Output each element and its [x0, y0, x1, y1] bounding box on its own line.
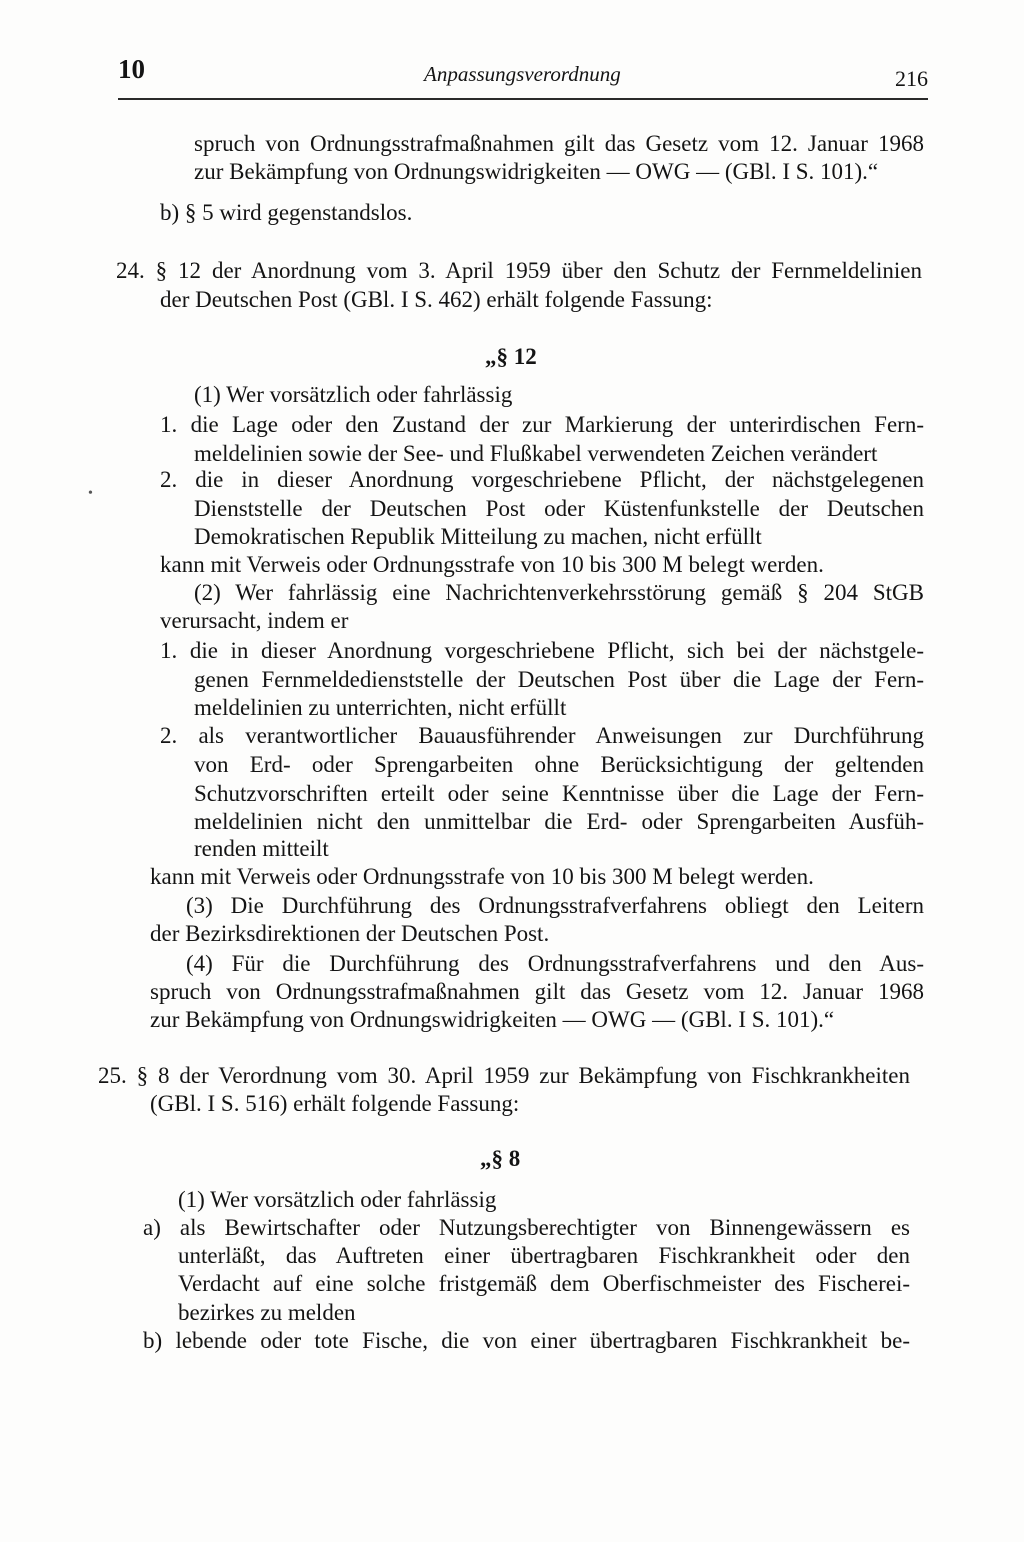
section-heading-12: „§ 12 [485, 344, 537, 369]
paragraph-4: (4) Für die Durchführung des Ordnungsstrafverfahrens und den Aus- [186, 951, 924, 976]
list-item-1: 1. die in dieser Anordnung vorgeschriebene Pflicht, sich bei der nächstgele- [160, 638, 924, 663]
item-24: 24. § 12 der Anordnung vom 3. April 1959 über den Schutz der Fernmeldelinien [116, 258, 922, 283]
list-item-b: b) § 5 wird gegenstandslos. [160, 200, 413, 225]
text-line: kann mit Verweis oder Ordnungsstrafe von 10 bis 300 M belegt werden. [150, 864, 814, 889]
paragraph-1: (1) Wer vorsätzlich oder fahrlässig [178, 1187, 497, 1212]
text-line: zur Bekämpfung von Ordnungswidrigkeiten — OWG — (GBl. I S. 101).“ [194, 159, 879, 184]
scan-mark: • [88, 486, 93, 501]
text-line: (GBl. I S. 516) erhält folgende Fassung: [150, 1091, 520, 1116]
text-line: zur Bekämpfung von Ordnungswidrigkeiten — OWG — (GBl. I S. 101).“ [150, 1007, 835, 1032]
text-line: spruch von Ordnungsstrafmaßnahmen gilt das Gesetz vom 12. Januar 1968 [194, 131, 924, 156]
section-heading-8: „§ 8 [480, 1146, 521, 1171]
text-line: Schutzvorschriften erteilt oder seine Kenntnisse über die Lage der Fern- [194, 781, 924, 806]
running-title: Anpassungsverordnung [424, 62, 621, 86]
text-line: Dienststelle der Deutschen Post oder Küstenfunkstelle der Deutschen [194, 496, 924, 521]
page-number-right: 216 [895, 66, 928, 91]
list-item-1: 1. die Lage oder den Zustand der zur Markierung der unterirdischen Fern- [160, 412, 924, 437]
paragraph-3: (3) Die Durchführung des Ordnungsstrafverfahrens obliegt den Leitern [186, 893, 924, 918]
page-number-left: 10 [118, 54, 145, 84]
list-item-b: b) lebende oder tote Fische, die von einer übertragbaren Fischkrankheit be- [143, 1328, 910, 1353]
text-line: der Deutschen Post (GBl. I S. 462) erhält folgende Fassung: [160, 287, 713, 312]
text-line: der Bezirksdirektionen der Deutschen Post. [150, 921, 550, 946]
paragraph-2: (2) Wer fahrlässig eine Nachrichtenverkehrsstörung gemäß § 204 StGB [194, 580, 924, 605]
text-line: renden mitteilt [194, 836, 329, 861]
text-line: Demokratischen Republik Mitteilung zu machen, nicht erfüllt [194, 524, 762, 549]
text-line: meldelinien zu unterrichten, nicht erfüllt [194, 695, 567, 720]
list-item-a: a) als Bewirtschafter oder Nutzungsberechtigter von Binnengewässern es [143, 1215, 910, 1240]
item-25: 25. § 8 der Verordnung vom 30. April 1959 zur Bekämpfung von Fischkrankheiten [98, 1063, 910, 1088]
text-line: genen Fernmeldedienststelle der Deutschen Post über die Lage der Fern- [194, 667, 924, 692]
text-line: Verdacht auf eine solche fristgemäß dem Oberfischmeister des Fischerei- [178, 1271, 910, 1296]
text-line: verursacht, indem er [160, 608, 349, 633]
text-line: bezirkes zu melden [178, 1300, 356, 1325]
list-item-2: 2. die in dieser Anordnung vorgeschriebene Pflicht, der nächstgelegenen [160, 467, 924, 492]
text-line: unterläßt, das Auftreten einer übertragbaren Fischkrankheit oder den [178, 1243, 910, 1268]
text-line: meldelinien nicht den unmittelbar die Erd- oder Sprengarbeiten Ausfüh- [194, 809, 924, 834]
text-line: meldelinien sowie der See- und Flußkabel verwendeten Zeichen verändert [194, 441, 878, 466]
text-line: kann mit Verweis oder Ordnungsstrafe von 10 bis 300 M belegt werden. [160, 552, 824, 577]
text-line: von Erd- oder Sprengarbeiten ohne Berücksichtigung der geltenden [194, 752, 924, 777]
text-line: spruch von Ordnungsstrafmaßnahmen gilt das Gesetz vom 12. Januar 1968 [150, 979, 924, 1004]
paragraph-1: (1) Wer vorsätzlich oder fahrlässig [194, 382, 513, 407]
list-item-2: 2. als verantwortlicher Bauausführender Anweisungen zur Durchführung [160, 723, 924, 748]
